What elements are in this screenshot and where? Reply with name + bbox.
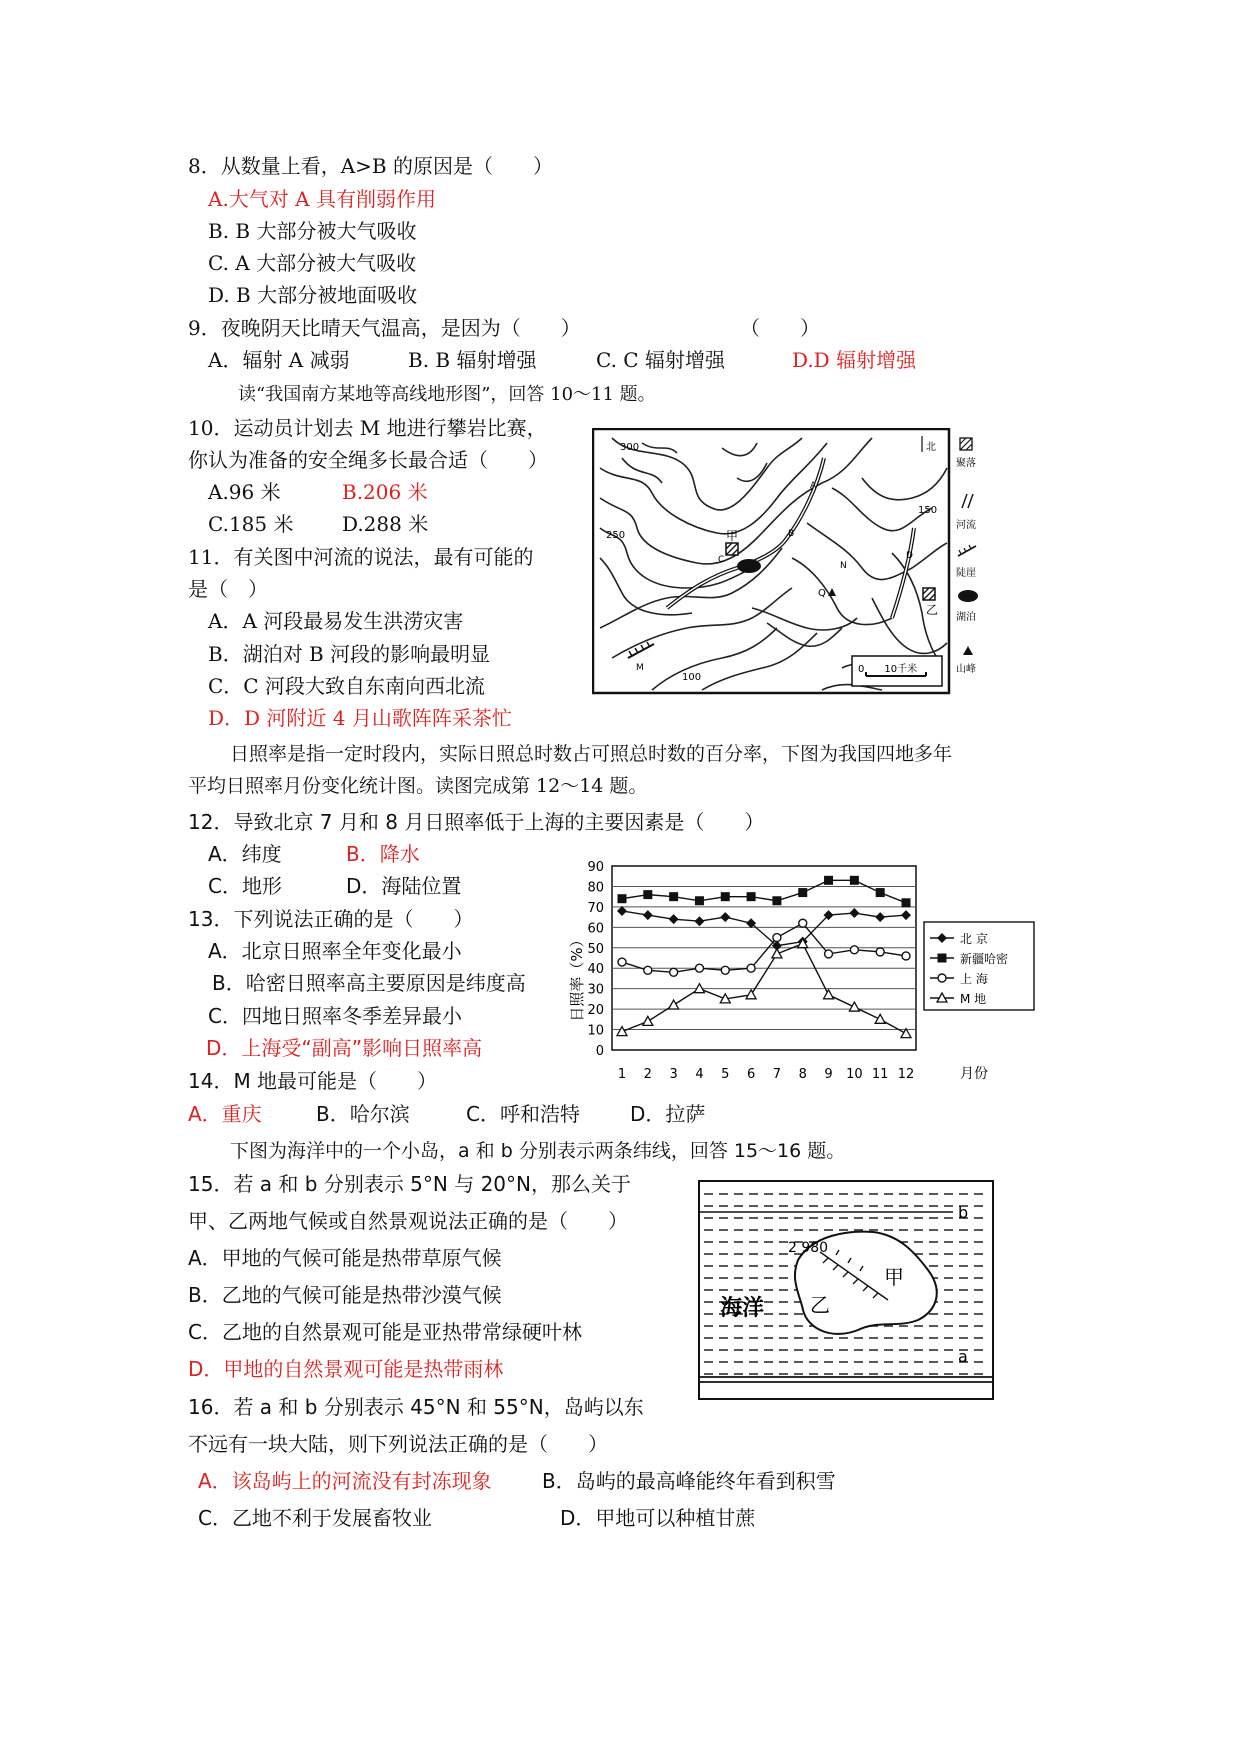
q11-option-d: D．D 河附近 4 月山歌阵阵采茶忙	[208, 706, 512, 730]
chart-plot-area	[612, 866, 916, 1050]
map-letter-n: N	[840, 561, 847, 571]
map-peak-label: Q	[818, 588, 826, 599]
chart-ytick-label: 70	[587, 900, 604, 916]
q11-stem-line2: 是（ ）	[188, 577, 268, 601]
q15-stem-line2: 甲、乙两地气候或自然景观说法正确的是（ ）	[188, 1209, 628, 1233]
map-letter-d: D	[906, 551, 913, 561]
q10-option-c: C.185 米	[208, 512, 294, 536]
q16-stem-line1: 16．若 a 和 b 分别表示 45°N 和 55°N，岛屿以东	[188, 1395, 644, 1419]
q8-option-c: C. A 大部分被大气吸收	[208, 251, 417, 275]
q14-option-c: C．呼和浩特	[466, 1102, 580, 1126]
chart-xtick-label: 4	[695, 1067, 704, 1082]
q15-option-b: B．乙地的气候可能是热带沙漠气候	[188, 1283, 502, 1307]
chart-ytick-label: 90	[587, 860, 604, 875]
map-contour-150: 150	[918, 505, 938, 516]
q13-option-c: C．四地日照率冬季差异最小	[208, 1004, 462, 1028]
intro-15-16: 下图为海洋中的一个小岛，a 和 b 分别表示两条纬线，回答 15～16 题。	[230, 1140, 846, 1162]
q9-option-d: D.D 辐射增强	[792, 348, 917, 372]
q10-stem-line2: 你认为准备的安全绳多长最合适（ ）	[188, 448, 548, 472]
map-north: 北	[926, 442, 936, 453]
q14-option-d: D．拉萨	[630, 1102, 706, 1126]
chart-point	[850, 876, 859, 885]
chart-xtick-label: 11	[871, 1067, 889, 1082]
intro-10-11: 读“我国南方某地等高线地形图”，回答 10～11 题。	[238, 384, 656, 405]
q9-option-c: C. C 辐射增强	[596, 348, 725, 372]
chart-ytick-label: 10	[587, 1023, 604, 1039]
legend-peak: 山峰	[956, 664, 976, 675]
chart-point	[747, 892, 756, 901]
chart-point	[824, 876, 833, 885]
latitude-b: b	[958, 1203, 969, 1222]
q11-option-b: B．湖泊对 B 河段的影响最明显	[208, 642, 491, 666]
chart-xlabel: 月份	[960, 1066, 988, 1082]
chart-point	[618, 958, 626, 966]
q11-stem-line1: 11．有关图中河流的说法，最有可能的	[188, 545, 534, 569]
legend-lake: 湖泊	[956, 612, 976, 623]
q16-stem-line2: 不远有一块大陆，则下列说法正确的是（ ）	[188, 1432, 608, 1456]
chart-xtick-label: 10	[846, 1067, 863, 1082]
chart-point	[902, 898, 911, 907]
q9-option-a: A．辐射 A 减弱	[208, 348, 350, 372]
q11-option-c: C．C 河段大致自东南向西北流	[208, 674, 485, 698]
legend-cliff: 陡崖	[956, 568, 976, 579]
q13-option-d: D．上海受“副高”影响日照率高	[206, 1036, 483, 1060]
chart-ytick-label: 50	[587, 941, 604, 957]
map-letter-m: M	[636, 663, 644, 673]
chart-point	[721, 966, 729, 974]
island-jia: 甲	[884, 1265, 904, 1289]
chart-point	[618, 894, 627, 903]
q8-option-b: B. B 大部分被大气吸收	[208, 219, 417, 243]
chart-point	[772, 896, 781, 905]
chart-point	[825, 950, 833, 958]
q16-option-a: A．该岛屿上的河流没有封冻现象	[198, 1469, 492, 1493]
chart-point	[850, 946, 858, 954]
map-contour-100: 100	[682, 672, 702, 683]
chart-point	[799, 919, 807, 927]
chart-point	[747, 964, 755, 972]
chart-ytick-label: 40	[587, 962, 604, 978]
q12-stem: 12．导致北京 7 月和 8 月日照率低于上海的主要因素是（ ）	[188, 810, 765, 834]
island-peak-elevation: 2 980	[788, 1240, 829, 1256]
chart-ytick-label: 80	[587, 880, 604, 896]
q14-stem: 14．M 地最可能是（ ）	[188, 1069, 438, 1093]
chart-xtick-label: 9	[824, 1067, 833, 1082]
chart-point	[644, 966, 652, 974]
latitude-a: a	[958, 1347, 968, 1366]
q13-option-b: B．哈密日照率高主要原因是纬度高	[212, 971, 526, 995]
chart-ytick-label: 60	[587, 921, 604, 937]
chart-point	[643, 890, 652, 899]
chart-xtick-label: 2	[643, 1067, 652, 1082]
chart-legend-label: 新疆哈密	[960, 952, 1009, 966]
chart-ytick-label: 20	[587, 1003, 604, 1019]
island-ocean-label: 海洋	[720, 1296, 765, 1321]
q10-stem-line1: 10．运动员计划去 M 地进行攀岩比赛，	[188, 416, 547, 440]
chart-point	[670, 968, 678, 976]
legend-river: 河流	[956, 520, 976, 531]
map-village-yi: 乙	[926, 603, 939, 617]
chart-ytick-label: 30	[587, 982, 604, 998]
q13-option-a: A．北京日照率全年变化最小	[208, 939, 462, 963]
chart-xtick-label: 1	[617, 1067, 627, 1082]
q11-option-a: A．A 河段最易发生洪涝灾害	[208, 609, 464, 633]
chart-legend-label: 北 京	[960, 932, 988, 946]
chart-point	[773, 934, 781, 942]
chart-point	[902, 952, 910, 960]
legend-settlement: 聚落	[956, 458, 976, 469]
q9-stem: 9．夜晚阴天比晴天气温高，是因为（ ）	[188, 316, 581, 340]
chart-point	[938, 954, 947, 963]
chart-point	[695, 896, 704, 905]
q15-stem-line1: 15．若 a 和 b 分别表示 5°N 与 20°N，那么关于	[188, 1172, 631, 1196]
chart-xtick-label: 6	[746, 1067, 756, 1082]
q10-option-b: B.206 米	[342, 480, 428, 504]
q13-stem: 13．下列说法正确的是（ ）	[188, 907, 474, 931]
q8-option-d: D. B 大部分被地面吸收	[208, 283, 418, 307]
chart-legend-label: M 地	[960, 992, 987, 1006]
map-letter-c: C	[718, 555, 725, 565]
chart-point	[876, 888, 885, 897]
q15-option-a: A．甲地的气候可能是热带草原气候	[188, 1246, 502, 1270]
q14-option-b: B．哈尔滨	[316, 1102, 410, 1126]
q12-option-c: C．地形	[208, 874, 282, 898]
chart-point	[669, 892, 678, 901]
chart-xtick-label: 3	[669, 1067, 678, 1082]
q16-option-c: C．乙地不利于发展畜牧业	[198, 1506, 432, 1530]
q12-option-b: B．降水	[346, 842, 420, 866]
map-village-jia: 甲	[726, 529, 739, 543]
chart-xtick-label: 7	[772, 1067, 782, 1082]
chart-ylabel: 日照率（%）	[568, 932, 586, 1022]
chart-point	[695, 964, 703, 972]
island-yi: 乙	[810, 1293, 830, 1317]
q9-paren: （ ）	[740, 316, 820, 340]
q15-option-c: C．乙地的自然景观可能是亚热带常绿硬叶林	[188, 1320, 582, 1344]
q10-option-d: D.288 米	[342, 512, 429, 536]
q8-stem: 8．从数量上看，A>B 的原因是（ ）	[188, 154, 553, 178]
map-scale: 0 10千米	[858, 664, 918, 675]
intro-12-line2: 平均日照率月份变化统计图。读图完成第 12～14 题。	[188, 775, 648, 797]
q12-option-a: A．纬度	[208, 842, 282, 866]
chart-point	[876, 948, 884, 956]
map-letter-b: B	[788, 529, 795, 539]
intro-12-line1: 日照率是指一定时段内，实际日照总时数占可照总时数的百分率，下图为我国四地多年	[230, 743, 953, 765]
contour-map	[592, 428, 1012, 696]
q9-option-b: B. B 辐射增强	[408, 348, 537, 372]
q10-option-a: A.96 米	[208, 480, 281, 504]
chart-point	[721, 892, 730, 901]
sunshine-chart	[560, 852, 1040, 1092]
map-contour-300: 300	[620, 442, 640, 453]
q8-option-a: A.大气对 A 具有削弱作用	[208, 187, 436, 211]
chart-point	[798, 888, 807, 897]
island-map	[698, 1180, 994, 1400]
chart-point	[938, 974, 946, 982]
q16-option-d: D．甲地可以种植甘蔗	[560, 1506, 756, 1530]
map-letter-a: A	[810, 481, 817, 491]
chart-xtick-label: 8	[798, 1067, 807, 1082]
chart-ytick-label: 0	[595, 1044, 604, 1059]
q16-option-b: B．岛屿的最高峰能终年看到积雪	[542, 1469, 836, 1493]
chart-xtick-label: 12	[897, 1067, 915, 1082]
map-contour-250: 250	[606, 530, 626, 541]
chart-xtick-label: 5	[721, 1067, 730, 1082]
q15-option-d: D．甲地的自然景观可能是热带雨林	[188, 1357, 504, 1381]
chart-legend-label: 上 海	[960, 972, 988, 986]
q12-option-d: D．海陆位置	[346, 874, 462, 898]
q14-option-a: A．重庆	[188, 1102, 262, 1126]
